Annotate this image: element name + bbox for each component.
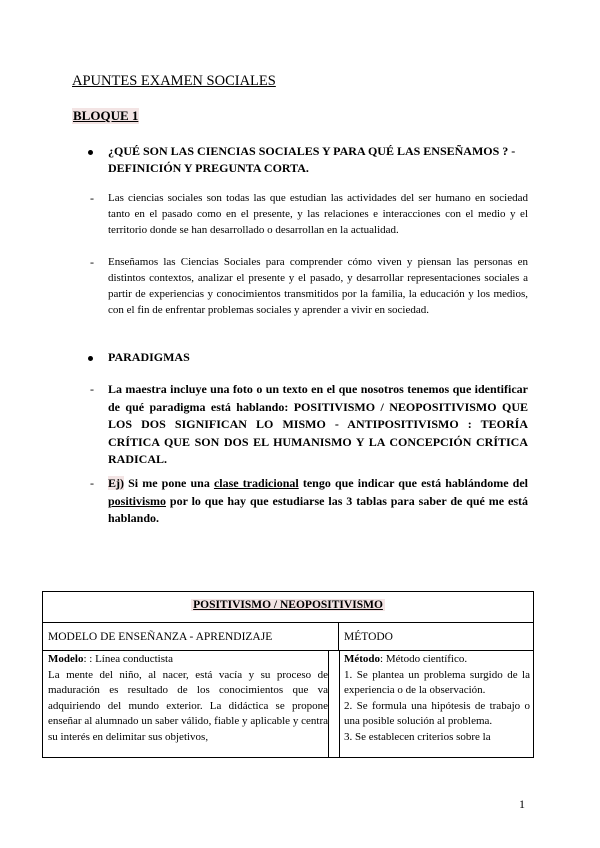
dash-marker: -	[90, 476, 94, 490]
page-number: 1	[519, 797, 525, 811]
bullet-heading-text: PARADIGMAS	[108, 350, 190, 364]
table-col-header-method: MÉTODO	[339, 623, 533, 651]
paragraph-definition: Las ciencias sociales son todas las que estudian las actividades del ser humano en sociedad tanto en el pasado como en el presente, y las relaciones e interacciones con el medio y el territorio donde se han desarrollado o desarrollan en la actualidad.	[108, 192, 528, 236]
dash-marker: -	[90, 255, 94, 269]
method-item-3: 3. Se establecen criterios sobre la	[344, 730, 491, 743]
example-label: Ej)	[108, 476, 124, 490]
method-label-rest: : Método científico.	[380, 653, 468, 665]
page-title: APUNTES EXAMEN SOCIALES	[72, 73, 276, 89]
table-divider-left	[328, 651, 329, 757]
dash-item-why-teach	[90, 254, 528, 318]
method-label-line	[344, 652, 530, 668]
paragraph-example	[108, 475, 528, 528]
example-text-1: Si me pone una	[124, 476, 214, 490]
dash-marker: -	[90, 191, 94, 205]
table-title: POSITIVISMO / NEOPOSITIVISMO	[193, 599, 383, 611]
table-cell-model	[48, 652, 328, 757]
model-label: Modelo	[48, 653, 84, 665]
dash-item-definition	[90, 190, 528, 238]
table-title-row	[43, 592, 533, 623]
bullet-heading-paradigmas	[88, 349, 528, 366]
example-link-positivismo: positivismo	[108, 493, 167, 508]
bullet-heading-ciencias-sociales	[88, 143, 528, 177]
example-text-2: tengo que indicar que está hablándome del	[298, 476, 528, 490]
paragraph-paradigm-task: La maestra incluye una foto o un texto en el que nosotros tenemos que identificar de qué paradigma está hablando: POSITIVISMO / NEOPOSITIVISMO QUE LOS DOS SIGNIFICAN LO MISMO - ANTIPOSITIVISMO : TEORÍA CRÍTICA QUE SON DOS EL HUMANISMO Y LA CONCEPCIÓN CRÍTICA RADICAL.	[108, 382, 528, 466]
paradigm-table	[42, 591, 534, 758]
example-text-3: por lo que hay que estudiarse las 3 tablas para saber de qué me está hablando.	[108, 493, 528, 525]
bullet-heading-text: ¿QUÉ SON LAS CIENCIAS SOCIALES Y PARA QUÉ LAS ENSEÑAMOS ? - DEFINICIÓN Y PREGUNTA CORTA.	[108, 144, 516, 175]
block-title: BLOQUE 1	[73, 108, 139, 123]
table-col-header-model: MODELO DE ENSEÑANZA - APRENDIZAJE	[43, 623, 339, 651]
dash-marker: -	[90, 382, 94, 396]
table-cell-method	[344, 652, 530, 757]
example-link-clase-tradicional: clase tradicional	[213, 476, 299, 490]
dash-item-example	[90, 475, 528, 528]
dash-item-paradigm-task	[90, 381, 528, 469]
method-item-1: 1. Se plantea un problema surgido de la experiencia o de la observación.	[344, 668, 530, 696]
table-divider-right	[339, 651, 340, 757]
method-label: Método	[344, 653, 381, 665]
paragraph-why-teach: Enseñamos las Ciencias Sociales para comprender cómo viven y piensan las personas en distintos contextos, analizar el presente y el pasado, y desarrollar representaciones sociales a partir de experiencias y conocimientos transmitidos por la familia, la educación y los medios, con el fin de enfrentar problemas sociales y aprender a vivir en sociedad.	[108, 256, 528, 316]
bullet-dot-icon	[88, 356, 93, 361]
method-item-2: 2. Se formula una hipótesis de trabajo o una posible solución al problema.	[344, 699, 530, 727]
model-label-line	[48, 652, 328, 668]
bullet-dot-icon	[88, 150, 93, 155]
model-text: La mente del niño, al nacer, está vacía y su proceso de maduración es resultado de los conocimientos que va adquiriendo del mundo exterior. La didáctica se propone enseñar al alumnado un saber válido, fiable y aplicable y centra su interés en delimitar sus objetivos,	[48, 668, 328, 743]
model-label-rest: : : Línea conductista	[83, 653, 173, 665]
